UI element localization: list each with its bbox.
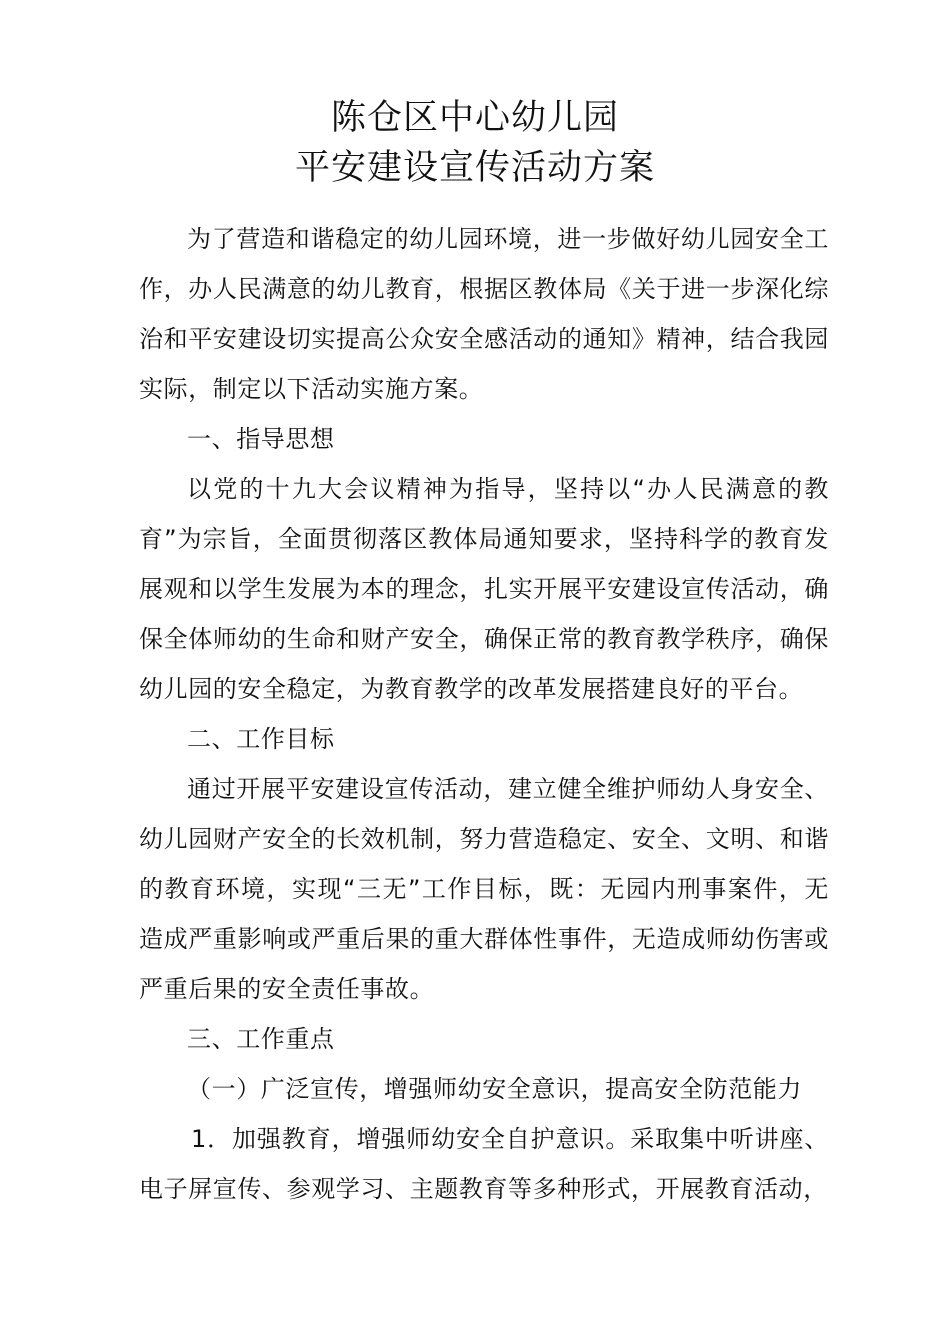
list-item-education: 1．加强教育，增强师幼安全自护意识。采取集中听讲座、电子屏宣传、参观学习、主题教育等多种形式，开展教育活动，: [139, 1125, 829, 1203]
section-paragraph-guiding-ideology: 以党的十九大会议精神为指导，坚持以“办人民满意的教育”为宗旨，全面贯彻落区教体局通知要求，坚持科学的教育发展观和以学生发展为本的理念，扎实开展平安建设宣传活动，确保全体师幼的生命和财产安全，确保正常的教育教学秩序，确保幼儿园的安全稳定，为教育教学的改革发展搭建良好的平台。: [139, 475, 829, 703]
section-paragraph-work-goals: 通过开展平安建设宣传活动，建立健全维护师幼人身安全、幼儿园财产安全的长效机制，努力营造稳定、安全、文明、和谐的教育环境，实现“三无”工作目标，既：无园内刑事案件，无造成严重影响或严重后果的重大群体性事件，无造成师幼伤害或严重后果的安全责任事故。: [139, 775, 829, 1003]
document-title-line1: 陈仓区中心幼儿园: [330, 98, 619, 138]
section-heading-work-goals: 二、工作目标: [187, 725, 335, 753]
section-heading-work-focus: 三、工作重点: [187, 1025, 335, 1053]
section-heading-guiding-ideology: 一、指导思想: [187, 425, 335, 453]
intro-paragraph: 为了营造和谐稳定的幼儿园环境，进一步做好幼儿园安全工作，办人民满意的幼儿教育，根据区教体局《关于进一步深化综治和平安建设切实提高公众安全感活动的通知》精神，结合我园实际，制定以下活动实施方案。: [139, 225, 829, 403]
document-body: [139, 214, 829, 1214]
document-title-line2: 平安建设宣传活动方案: [294, 148, 655, 188]
subsection-heading-publicity: （一）广泛宣传，增强师幼安全意识，提高安全防范能力: [187, 1075, 802, 1103]
